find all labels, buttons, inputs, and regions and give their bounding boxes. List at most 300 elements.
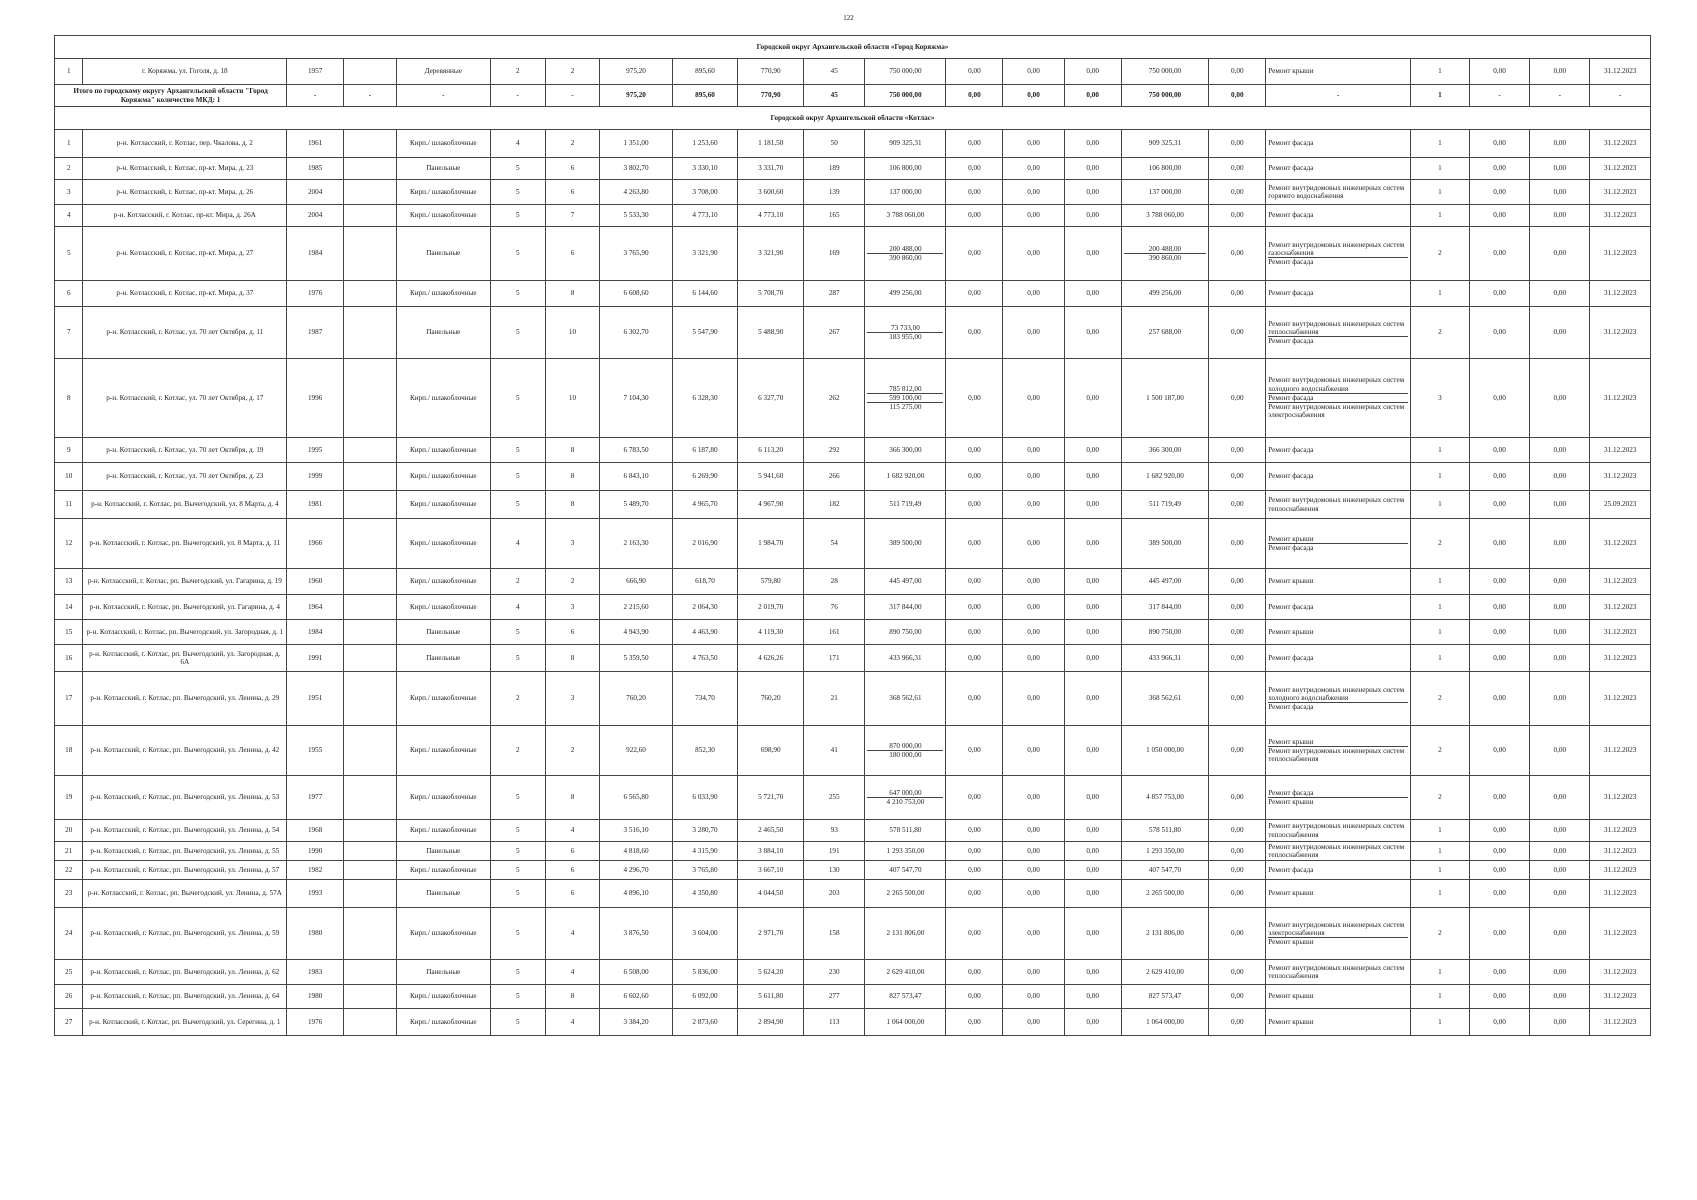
cell-u1: 0,00 bbox=[1469, 438, 1529, 463]
cell-cost-part: 647 000,00 bbox=[889, 788, 922, 797]
total-area: 975,20 bbox=[600, 85, 672, 107]
cell-f5: 0,00 bbox=[1209, 672, 1266, 726]
cell-addr: р-н. Котласский, г. Котлас, рп. Вычегодский, ул. Загородная, д. 1 bbox=[83, 620, 287, 645]
cell-cost: 3 788 060,00 bbox=[865, 205, 946, 227]
cell-cost: 750 000,00 bbox=[865, 59, 946, 85]
cell-area: 5 359,50 bbox=[600, 645, 672, 672]
cell-area2: 5 547,90 bbox=[672, 307, 738, 359]
cell-f5: 0,00 bbox=[1209, 227, 1266, 281]
cell-people: 203 bbox=[804, 880, 865, 908]
cell-u2: 0,00 bbox=[1530, 205, 1590, 227]
cell-area: 7 104,30 bbox=[600, 359, 672, 438]
cell-area2: 4 773,10 bbox=[672, 205, 738, 227]
total-f5: 0,00 bbox=[1209, 85, 1266, 107]
cell-f4-part: 390 860,00 bbox=[1124, 253, 1207, 262]
cell-addr: г. Коряжма, ул. Гоголя, д. 18 bbox=[83, 59, 287, 85]
cell-area3: 698,90 bbox=[738, 726, 804, 776]
cell-u1: 0,00 bbox=[1469, 463, 1529, 491]
cell-f2: 0,00 bbox=[1003, 281, 1064, 307]
cell-work bbox=[1266, 776, 1411, 820]
cell-blank bbox=[344, 205, 397, 227]
cell-f4: 368 562,61 bbox=[1121, 672, 1209, 726]
cell-blank bbox=[344, 491, 397, 519]
cell-n: 22 bbox=[55, 861, 83, 880]
cell-f2: 0,00 bbox=[1003, 908, 1064, 960]
cell-f4: 257 688,00 bbox=[1121, 307, 1209, 359]
cell-f2: 0,00 bbox=[1003, 491, 1064, 519]
cell-ent: 2 bbox=[545, 59, 600, 85]
cell-area3: 2 971,70 bbox=[738, 908, 804, 960]
cell-addr: р-н. Котласский, г. Котлас, ул. 70 лет Октября, д. 17 bbox=[83, 359, 287, 438]
cell-cost: 578 511,80 bbox=[865, 820, 946, 842]
cell-work: Ремонт фасада bbox=[1266, 205, 1411, 227]
cell-area: 6 508,00 bbox=[600, 960, 672, 985]
cell-f1: 0,00 bbox=[946, 227, 1003, 281]
cell-n: 1 bbox=[55, 59, 83, 85]
cell-u1: 0,00 bbox=[1469, 842, 1529, 861]
cell-people: 266 bbox=[804, 463, 865, 491]
cell-cost bbox=[865, 227, 946, 281]
cell-f4: 578 511,80 bbox=[1121, 820, 1209, 842]
cell-u1: 0,00 bbox=[1469, 776, 1529, 820]
cell-f2: 0,00 bbox=[1003, 985, 1064, 1009]
cell-work: Ремонт внутридомовых инженерных систем горячего водоснабжения bbox=[1266, 180, 1411, 205]
cell-f4: 750 000,00 bbox=[1121, 59, 1209, 85]
cell-cost-part: 4 210 753,00 bbox=[867, 797, 943, 806]
cell-f2: 0,00 bbox=[1003, 359, 1064, 438]
cell-wall: Кирп./ шлакоблочные bbox=[396, 180, 490, 205]
cell-f4: 389 500,00 bbox=[1121, 519, 1209, 569]
cell-floors: 5 bbox=[490, 820, 545, 842]
cell-n: 27 bbox=[55, 1009, 83, 1036]
cell-wall: Кирп./ шлакоблочные bbox=[396, 359, 490, 438]
cell-f4: 4 857 753,00 bbox=[1121, 776, 1209, 820]
cell-date: 31.12.2023 bbox=[1590, 569, 1651, 595]
cell-area: 666,90 bbox=[600, 569, 672, 595]
cell-n: 13 bbox=[55, 569, 83, 595]
cell-cost: 366 300,00 bbox=[865, 438, 946, 463]
cell-u1: 0,00 bbox=[1469, 158, 1529, 180]
section-title: Городской округ Архангельской области «Котлас» bbox=[55, 107, 1651, 130]
cell-addr: р-н. Котласский, г. Котлас, рп. Вычегодский, ул. Гагарина, д. 19 bbox=[83, 569, 287, 595]
cell-u2: 0,00 bbox=[1530, 438, 1590, 463]
cell-f1: 0,00 bbox=[946, 59, 1003, 85]
cell-cost: 106 800,00 bbox=[865, 158, 946, 180]
cell-f3: 0,00 bbox=[1064, 672, 1121, 726]
cell-f1: 0,00 bbox=[946, 491, 1003, 519]
cell-floors: 4 bbox=[490, 595, 545, 620]
cell-wall: Кирп./ шлакоблочные bbox=[396, 438, 490, 463]
cell-blank bbox=[344, 158, 397, 180]
cell-blank bbox=[344, 861, 397, 880]
cell-date: 31.12.2023 bbox=[1590, 842, 1651, 861]
cell-blank bbox=[344, 438, 397, 463]
cell-area2: 3 330,10 bbox=[672, 158, 738, 180]
table-row bbox=[55, 820, 1651, 842]
cell-f3: 0,00 bbox=[1064, 438, 1121, 463]
cell-work bbox=[1266, 359, 1411, 438]
cell-people: 28 bbox=[804, 569, 865, 595]
cell-area3: 4 626,26 bbox=[738, 645, 804, 672]
cell-date: 31.12.2023 bbox=[1590, 59, 1651, 85]
cell-floors: 5 bbox=[490, 908, 545, 960]
total-cnt: 1 bbox=[1410, 85, 1469, 107]
cell-u2: 0,00 bbox=[1530, 130, 1590, 158]
cell-u1: 0,00 bbox=[1469, 180, 1529, 205]
cell-area2: 1 253,60 bbox=[672, 130, 738, 158]
cell-u1: 0,00 bbox=[1469, 130, 1529, 158]
total-area3: 770,90 bbox=[738, 85, 804, 107]
cell-people: 230 bbox=[804, 960, 865, 985]
cell-area: 3 765,90 bbox=[600, 227, 672, 281]
cell-year: 1977 bbox=[287, 776, 344, 820]
cell-ent: 10 bbox=[545, 307, 600, 359]
cell-work-part: Ремонт фасада bbox=[1268, 543, 1408, 552]
cell-f2: 0,00 bbox=[1003, 645, 1064, 672]
cell-area3: 1 984,70 bbox=[738, 519, 804, 569]
cell-addr: р-н. Котласский, г. Котлас, рп. Вычегодский, ул. Серегина, д. 1 bbox=[83, 1009, 287, 1036]
cell-f3: 0,00 bbox=[1064, 519, 1121, 569]
cell-f1: 0,00 bbox=[946, 880, 1003, 908]
cell-year: 1955 bbox=[287, 726, 344, 776]
cell-people: 267 bbox=[804, 307, 865, 359]
cell-f2: 0,00 bbox=[1003, 519, 1064, 569]
cell-date: 31.12.2023 bbox=[1590, 726, 1651, 776]
cell-area3: 3 331,70 bbox=[738, 158, 804, 180]
cell-blank bbox=[344, 842, 397, 861]
cell-area3: 3 600,60 bbox=[738, 180, 804, 205]
cell-area: 975,20 bbox=[600, 59, 672, 85]
table-row bbox=[55, 180, 1651, 205]
cell-people: 277 bbox=[804, 985, 865, 1009]
cell-wall: Кирп./ шлакоблочные bbox=[396, 281, 490, 307]
cell-addr: р-н. Котласский, г. Котлас, пр-кт. Мира, д. 27 bbox=[83, 227, 287, 281]
cell-date: 25.09.2023 bbox=[1590, 491, 1651, 519]
cell-f2: 0,00 bbox=[1003, 180, 1064, 205]
table-row bbox=[55, 861, 1651, 880]
cell-cnt: 2 bbox=[1410, 227, 1469, 281]
cell-u2: 0,00 bbox=[1530, 59, 1590, 85]
cell-f3: 0,00 bbox=[1064, 776, 1121, 820]
cell-cost bbox=[865, 307, 946, 359]
cell-f1: 0,00 bbox=[946, 776, 1003, 820]
cell-area3: 2 465,50 bbox=[738, 820, 804, 842]
total-f3: 0,00 bbox=[1064, 85, 1121, 107]
total-u1: - bbox=[1469, 85, 1529, 107]
cell-f3: 0,00 bbox=[1064, 645, 1121, 672]
cell-ent: 3 bbox=[545, 519, 600, 569]
cell-work: Ремонт крыши bbox=[1266, 985, 1411, 1009]
cell-cnt: 1 bbox=[1410, 960, 1469, 985]
cell-addr: р-н. Котласский, г. Котлас, рп. Вычегодский, ул. Ленина, д. 55 bbox=[83, 842, 287, 861]
cell-wall: Панельные bbox=[396, 620, 490, 645]
cell-u2: 0,00 bbox=[1530, 307, 1590, 359]
cell-floors: 5 bbox=[490, 491, 545, 519]
cell-f3: 0,00 bbox=[1064, 491, 1121, 519]
cell-f1: 0,00 bbox=[946, 820, 1003, 842]
cell-area2: 2 064,30 bbox=[672, 595, 738, 620]
cell-f4: 1 293 350,00 bbox=[1121, 842, 1209, 861]
cell-n: 18 bbox=[55, 726, 83, 776]
cell-f5: 0,00 bbox=[1209, 726, 1266, 776]
table-row bbox=[55, 205, 1651, 227]
total-u2: - bbox=[1530, 85, 1590, 107]
cell-area: 3 516,10 bbox=[600, 820, 672, 842]
cell-date: 31.12.2023 bbox=[1590, 672, 1651, 726]
cell-work: Ремонт крыши bbox=[1266, 880, 1411, 908]
cell-date: 31.12.2023 bbox=[1590, 281, 1651, 307]
cell-work-part: Ремонт внутридомовых инженерных систем теплоснабжения bbox=[1268, 746, 1408, 764]
cell-area3: 2 019,70 bbox=[738, 595, 804, 620]
cell-ent: 10 bbox=[545, 359, 600, 438]
cell-f3: 0,00 bbox=[1064, 205, 1121, 227]
cell-people: 139 bbox=[804, 180, 865, 205]
cell-work: Ремонт крыши bbox=[1266, 59, 1411, 85]
cell-cnt: 1 bbox=[1410, 158, 1469, 180]
cell-work bbox=[1266, 227, 1411, 281]
cell-date: 31.12.2023 bbox=[1590, 908, 1651, 960]
section-header-row bbox=[55, 36, 1651, 59]
cell-floors: 5 bbox=[490, 620, 545, 645]
cell-wall: Кирп./ шлакоблочные bbox=[396, 672, 490, 726]
cell-cnt: 2 bbox=[1410, 307, 1469, 359]
cell-ent: 4 bbox=[545, 1009, 600, 1036]
cell-cnt: 2 bbox=[1410, 908, 1469, 960]
cell-blank bbox=[344, 908, 397, 960]
table-row bbox=[55, 595, 1651, 620]
cell-cost: 909 325,31 bbox=[865, 130, 946, 158]
cell-work: Ремонт крыши bbox=[1266, 569, 1411, 595]
table-row bbox=[55, 227, 1651, 281]
cell-area2: 6 092,00 bbox=[672, 985, 738, 1009]
cell-cnt: 1 bbox=[1410, 281, 1469, 307]
total-c2: - bbox=[344, 85, 397, 107]
cell-f3: 0,00 bbox=[1064, 307, 1121, 359]
cell-wall: Панельные bbox=[396, 158, 490, 180]
cell-f5: 0,00 bbox=[1209, 960, 1266, 985]
table-row bbox=[55, 491, 1651, 519]
total-c1: - bbox=[287, 85, 344, 107]
cell-f3: 0,00 bbox=[1064, 59, 1121, 85]
cell-u1: 0,00 bbox=[1469, 908, 1529, 960]
table-row bbox=[55, 463, 1651, 491]
cell-f4: 433 966,31 bbox=[1121, 645, 1209, 672]
cell-work: Ремонт внутридомовых инженерных систем теплоснабжения bbox=[1266, 491, 1411, 519]
cell-cnt: 1 bbox=[1410, 645, 1469, 672]
cell-u1: 0,00 bbox=[1469, 227, 1529, 281]
table-row bbox=[55, 726, 1651, 776]
cell-area2: 4 350,80 bbox=[672, 880, 738, 908]
cell-u2: 0,00 bbox=[1530, 1009, 1590, 1036]
cell-f2: 0,00 bbox=[1003, 59, 1064, 85]
cell-work: Ремонт фасада bbox=[1266, 130, 1411, 158]
cell-people: 76 bbox=[804, 595, 865, 620]
cell-ent: 4 bbox=[545, 960, 600, 985]
cell-f1: 0,00 bbox=[946, 960, 1003, 985]
total-date: - bbox=[1590, 85, 1651, 107]
table-row bbox=[55, 672, 1651, 726]
cell-n: 5 bbox=[55, 227, 83, 281]
cell-blank bbox=[344, 620, 397, 645]
cell-floors: 2 bbox=[490, 726, 545, 776]
cell-year: 1993 bbox=[287, 880, 344, 908]
cell-cost: 1 293 350,00 bbox=[865, 842, 946, 861]
cell-people: 191 bbox=[804, 842, 865, 861]
cell-ent: 6 bbox=[545, 180, 600, 205]
cell-cost-part: 785 812,00 bbox=[889, 384, 922, 393]
cell-wall: Панельные bbox=[396, 960, 490, 985]
cell-f2: 0,00 bbox=[1003, 672, 1064, 726]
cell-work-part: Ремонт фасада bbox=[1268, 702, 1408, 711]
cell-blank bbox=[344, 880, 397, 908]
cell-u1: 0,00 bbox=[1469, 960, 1529, 985]
cell-floors: 5 bbox=[490, 960, 545, 985]
cell-f4: 366 300,00 bbox=[1121, 438, 1209, 463]
cell-f1: 0,00 bbox=[946, 726, 1003, 776]
table-row bbox=[55, 130, 1651, 158]
cell-year: 1976 bbox=[287, 281, 344, 307]
cell-f2: 0,00 bbox=[1003, 1009, 1064, 1036]
cell-wall: Кирп./ шлакоблочные bbox=[396, 726, 490, 776]
cell-ent: 3 bbox=[545, 595, 600, 620]
cell-wall: Кирп./ шлакоблочные bbox=[396, 519, 490, 569]
cell-area3: 5 721,70 bbox=[738, 776, 804, 820]
cell-floors: 2 bbox=[490, 569, 545, 595]
cell-f2: 0,00 bbox=[1003, 820, 1064, 842]
cell-u2: 0,00 bbox=[1530, 985, 1590, 1009]
cell-cnt: 3 bbox=[1410, 359, 1469, 438]
cell-cost bbox=[865, 726, 946, 776]
cell-area3: 4 967,90 bbox=[738, 491, 804, 519]
cell-f2: 0,00 bbox=[1003, 880, 1064, 908]
cell-cnt: 1 bbox=[1410, 595, 1469, 620]
cell-people: 171 bbox=[804, 645, 865, 672]
cell-u2: 0,00 bbox=[1530, 595, 1590, 620]
cell-cost-part: 73 733,00 bbox=[891, 323, 920, 332]
cell-f1: 0,00 bbox=[946, 645, 1003, 672]
cell-work-part: Ремонт фасада bbox=[1268, 393, 1408, 402]
cell-f2: 0,00 bbox=[1003, 569, 1064, 595]
total-f4: 750 000,00 bbox=[1121, 85, 1209, 107]
cell-ent: 2 bbox=[545, 130, 600, 158]
cell-u2: 0,00 bbox=[1530, 880, 1590, 908]
cell-work-part: Ремонт крыши bbox=[1268, 534, 1314, 543]
cell-wall: Панельные bbox=[396, 645, 490, 672]
cell-f2: 0,00 bbox=[1003, 595, 1064, 620]
table-row bbox=[55, 569, 1651, 595]
cell-u2: 0,00 bbox=[1530, 569, 1590, 595]
cell-cost: 827 573,47 bbox=[865, 985, 946, 1009]
cell-f5: 0,00 bbox=[1209, 130, 1266, 158]
cell-n: 14 bbox=[55, 595, 83, 620]
cell-n: 1 bbox=[55, 130, 83, 158]
cell-work: Ремонт фасада bbox=[1266, 861, 1411, 880]
table-row bbox=[55, 620, 1651, 645]
cell-addr: р-н. Котласский, г. Котлас, рп. Вычегодский, ул. Ленина, д. 64 bbox=[83, 985, 287, 1009]
cell-addr: р-н. Котласский, г. Котлас, рп. Вычегодский, ул. Ленина, д. 42 bbox=[83, 726, 287, 776]
cell-ent: 3 bbox=[545, 672, 600, 726]
cell-f3: 0,00 bbox=[1064, 861, 1121, 880]
cell-area: 6 608,60 bbox=[600, 281, 672, 307]
cell-f5: 0,00 bbox=[1209, 281, 1266, 307]
cell-date: 31.12.2023 bbox=[1590, 645, 1651, 672]
cell-n: 10 bbox=[55, 463, 83, 491]
cell-addr: р-н. Котласский, г. Котлас, рп. Вычегодский, ул. 8 Марта, д. 4 bbox=[83, 491, 287, 519]
cell-area: 6 783,50 bbox=[600, 438, 672, 463]
cell-f5: 0,00 bbox=[1209, 820, 1266, 842]
total-c4: - bbox=[490, 85, 545, 107]
cell-u2: 0,00 bbox=[1530, 776, 1590, 820]
cell-f5: 0,00 bbox=[1209, 776, 1266, 820]
cell-cnt: 1 bbox=[1410, 861, 1469, 880]
cell-area3: 3 667,10 bbox=[738, 861, 804, 880]
cell-people: 292 bbox=[804, 438, 865, 463]
cell-floors: 5 bbox=[490, 158, 545, 180]
cell-year: 1995 bbox=[287, 438, 344, 463]
cell-area3: 5 611,80 bbox=[738, 985, 804, 1009]
cell-people: 54 bbox=[804, 519, 865, 569]
cell-cost: 433 966,31 bbox=[865, 645, 946, 672]
cell-work: Ремонт крыши bbox=[1266, 1009, 1411, 1036]
cell-work-part: Ремонт крыши bbox=[1268, 937, 1408, 946]
cell-u1: 0,00 bbox=[1469, 861, 1529, 880]
cell-cost: 137 000,00 bbox=[865, 180, 946, 205]
cell-area2: 6 144,60 bbox=[672, 281, 738, 307]
cell-blank bbox=[344, 985, 397, 1009]
cell-date: 31.12.2023 bbox=[1590, 595, 1651, 620]
cell-work-part: Ремонт внутридомовых инженерных систем теплоснабжения bbox=[1268, 319, 1405, 336]
cell-ent: 6 bbox=[545, 880, 600, 908]
cell-floors: 5 bbox=[490, 880, 545, 908]
total-people: 45 bbox=[804, 85, 865, 107]
cell-f4: 1 050 000,00 bbox=[1121, 726, 1209, 776]
cell-f2: 0,00 bbox=[1003, 438, 1064, 463]
cell-u2: 0,00 bbox=[1530, 672, 1590, 726]
cell-f1: 0,00 bbox=[946, 595, 1003, 620]
cell-work-part: Ремонт крыши bbox=[1268, 737, 1314, 746]
cell-n: 12 bbox=[55, 519, 83, 569]
cell-cost bbox=[865, 359, 946, 438]
cell-f5: 0,00 bbox=[1209, 908, 1266, 960]
cell-floors: 4 bbox=[490, 130, 545, 158]
cell-f4: 106 800,00 bbox=[1121, 158, 1209, 180]
cell-f5: 0,00 bbox=[1209, 438, 1266, 463]
total-area2: 895,60 bbox=[672, 85, 738, 107]
cell-date: 31.12.2023 bbox=[1590, 158, 1651, 180]
cell-year: 1981 bbox=[287, 491, 344, 519]
cell-blank bbox=[344, 672, 397, 726]
cell-addr: р-н. Котласский, г. Котлас, рп. Вычегодский, ул. Ленина, д. 57 bbox=[83, 861, 287, 880]
cell-f1: 0,00 bbox=[946, 180, 1003, 205]
cell-blank bbox=[344, 519, 397, 569]
cell-ent: 6 bbox=[545, 842, 600, 861]
cell-f1: 0,00 bbox=[946, 463, 1003, 491]
cell-f5: 0,00 bbox=[1209, 463, 1266, 491]
cell-area: 5 489,70 bbox=[600, 491, 672, 519]
cell-area2: 895,60 bbox=[672, 59, 738, 85]
cell-blank bbox=[344, 820, 397, 842]
cell-n: 11 bbox=[55, 491, 83, 519]
cell-blank bbox=[344, 307, 397, 359]
cell-cnt: 1 bbox=[1410, 569, 1469, 595]
cell-cost: 890 750,00 bbox=[865, 620, 946, 645]
cell-area3: 770,90 bbox=[738, 59, 804, 85]
cell-blank bbox=[344, 776, 397, 820]
cell-wall: Панельные bbox=[396, 880, 490, 908]
cell-wall: Кирп./ шлакоблочные bbox=[396, 861, 490, 880]
cell-area3: 5 624,20 bbox=[738, 960, 804, 985]
cell-date: 31.12.2023 bbox=[1590, 130, 1651, 158]
